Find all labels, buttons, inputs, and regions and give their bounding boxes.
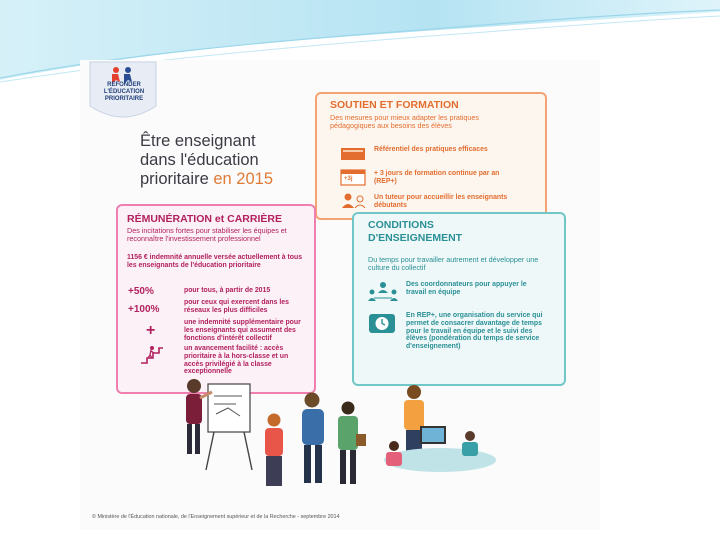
soutien-subtitle: Des mesures pour mieux adapter les pratiques pédagogiques aux besoins des élèves bbox=[330, 113, 480, 130]
soutien-item-tuteur: Un tuteur pour accueillir les enseignants débutants bbox=[374, 194, 508, 209]
teacher-figure-2 bbox=[265, 414, 283, 487]
soutien-item-formation: + 3 jours de formation continue par an (REP+) bbox=[374, 170, 500, 185]
plus-50-text: pour tous, à partir de 2015 bbox=[184, 287, 271, 294]
poster-title: Être enseignant dans l'éducation prioritaire en 2015 bbox=[140, 132, 274, 188]
team-coordination-icon bbox=[366, 280, 400, 302]
remuneration-indemnite: 1156 € indemnité annuelle versée actuellement à tous les enseignants de l'éducation prioritaire bbox=[127, 254, 303, 269]
remuneration-heading: RÉMUNÉRATION et CARRIÈRE bbox=[127, 213, 282, 225]
logo-text: REFONDER L'ÉDUCATION PRIORITAIRE bbox=[103, 82, 145, 102]
conditions-item-coordonnateurs: Des coordonnateurs pour appuyer le travail en équipe bbox=[406, 281, 527, 296]
soutien-item-referentiel: Référentiel des pratiques efficaces bbox=[374, 146, 488, 153]
book-icon bbox=[340, 146, 366, 162]
clock-icon bbox=[368, 312, 396, 334]
tutor-icon bbox=[340, 192, 368, 208]
supplement-text: une indemnité supplémentaire pour les enseignants qui assument des fonctions d'intérêt collectif bbox=[184, 319, 301, 342]
teachers-illustration bbox=[170, 372, 510, 502]
plus-50-value: +50% bbox=[128, 286, 154, 297]
plus-sign: + bbox=[146, 322, 156, 339]
teacher-figure-3 bbox=[302, 393, 324, 484]
stairs-climber-icon bbox=[140, 344, 164, 364]
flipchart bbox=[206, 384, 252, 470]
calendar-badge: +3j bbox=[344, 176, 353, 182]
plus-100-text: pour ceux qui exercent dans les réseaux les plus difficiles bbox=[184, 299, 289, 314]
conditions-subtitle: Du temps pour travailler autrement et développer une culture du collectif bbox=[368, 255, 539, 272]
classroom-table bbox=[384, 426, 496, 472]
teacher-figure-4 bbox=[338, 402, 366, 485]
conditions-item-organisation: En REP+, une organisation du service qui permet de consacrer davantage de temps pour le travail en équipe et le suivi des élèves (pondération du temps de service d'enseignement) bbox=[406, 312, 543, 351]
copyright-footer: © Ministère de l'Éducation nationale, de l'Enseignement supérieur et de la Recherche - septembre 2014 bbox=[92, 514, 340, 520]
soutien-heading: SOUTIEN ET FORMATION bbox=[330, 99, 459, 111]
conditions-heading-2: D'ENSEIGNEMENT bbox=[368, 232, 463, 244]
remuneration-subtitle: Des incitations fortes pour stabiliser les équipes et reconnaître l'investissement professionnel bbox=[127, 226, 287, 243]
plus-100-value: +100% bbox=[128, 304, 160, 315]
conditions-heading-1: CONDITIONS bbox=[368, 219, 434, 231]
avancement-text: un avancement facilité : accès prioritaire à la hors-classe et un accès privilégié à la classe exceptionnelle bbox=[184, 345, 289, 376]
